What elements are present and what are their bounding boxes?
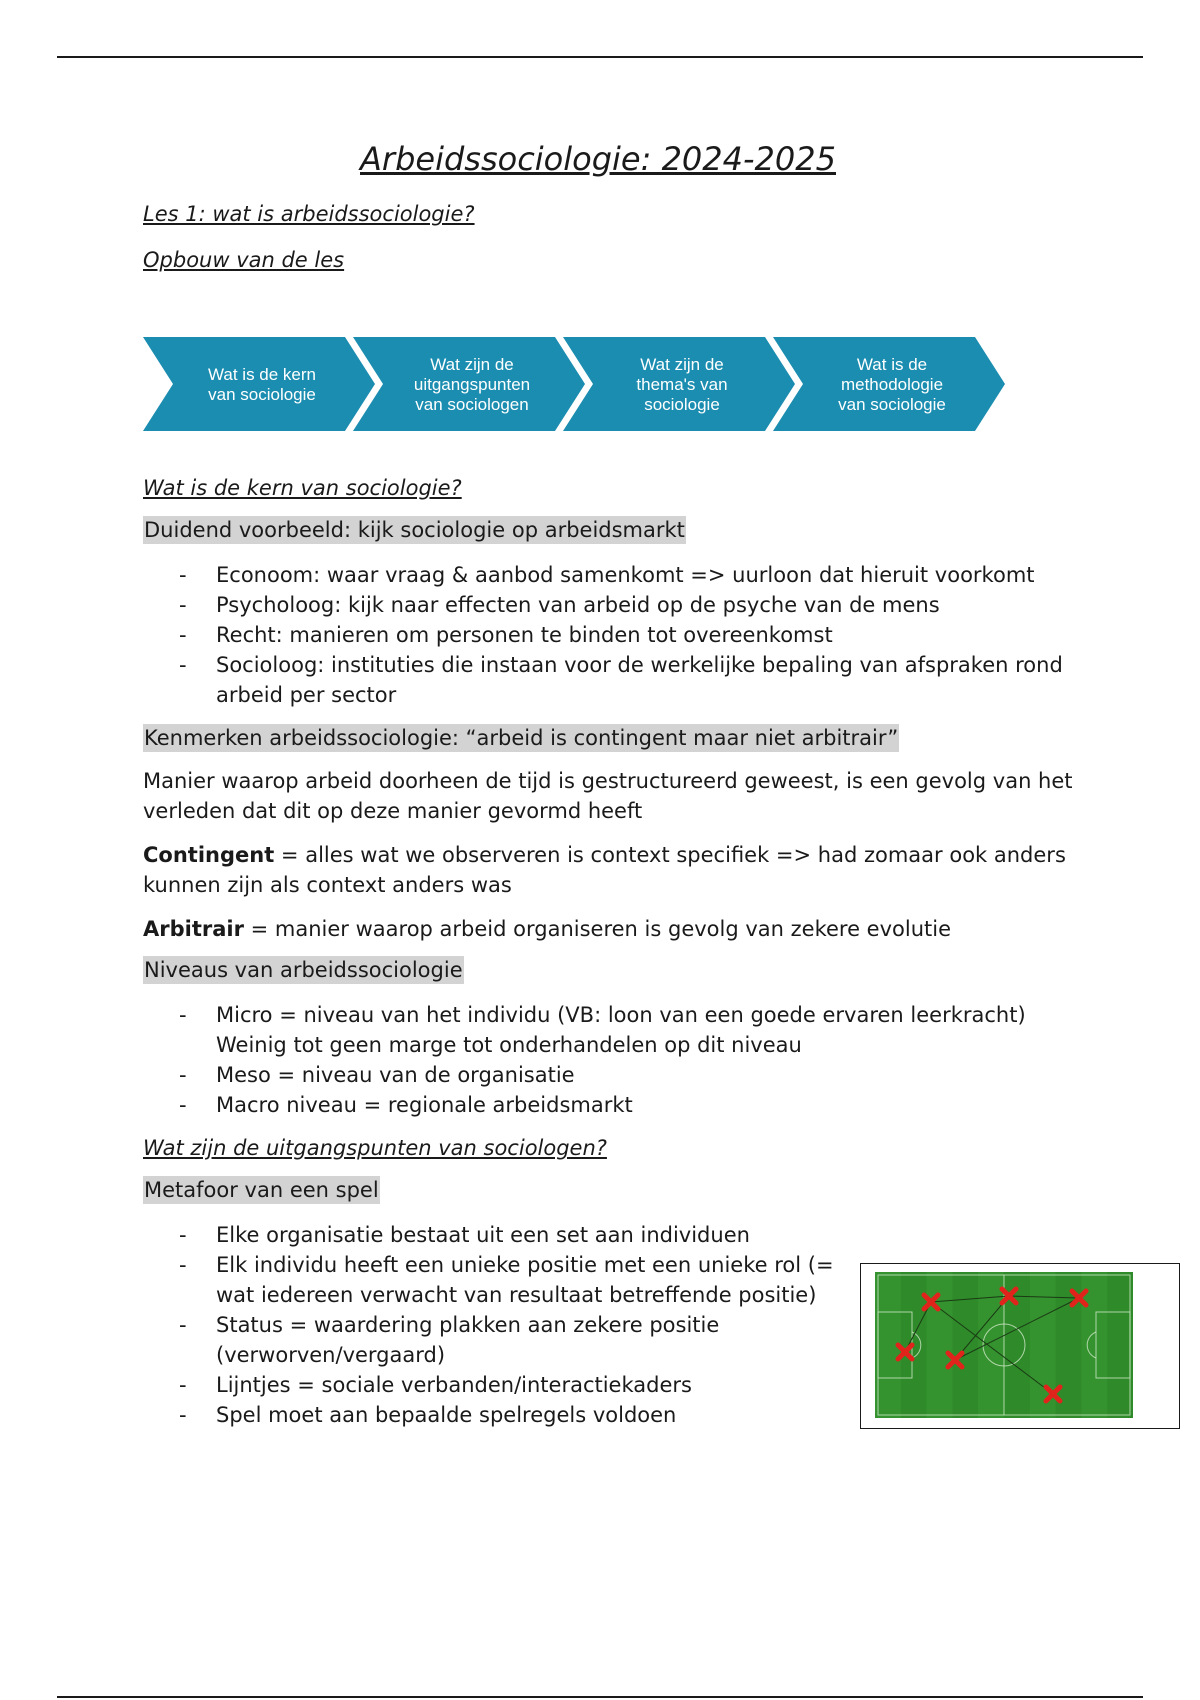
arbitrair-definition xyxy=(143,914,1083,944)
process-step-label: Wat is de kern xyxy=(207,365,317,384)
bottom-rule xyxy=(57,1696,1143,1698)
list-item: - Psycholoog: kijk naar effecten van arbeid op de psyche van de mens xyxy=(143,590,1083,620)
examples-list xyxy=(143,560,1083,710)
document-body xyxy=(143,138,1083,1430)
section-uitgangspunten-heading: Wat zijn de uitgangspunten van sociologen? xyxy=(143,1136,607,1160)
metaphor-list xyxy=(143,1220,843,1430)
process-step-label: sociologie xyxy=(644,395,720,414)
list-item: - Status = waardering plakken aan zekere positie (verworven/vergaard) xyxy=(143,1310,843,1370)
example-heading: Duidend voorbeeld: kijk sociologie op arbeidsmarkt xyxy=(144,518,685,542)
micro-note: Weinig tot geen marge tot onderhandelen op dit niveau xyxy=(216,1033,802,1057)
structure-heading: Opbouw van de les xyxy=(143,248,345,272)
list-item xyxy=(143,1000,1083,1060)
niveaus-heading: Niveaus van arbeidssociologie xyxy=(144,958,463,982)
process-step-label: van sociologie xyxy=(838,395,946,414)
list-item: - Recht: manieren om personen te binden tot overeenkomst xyxy=(143,620,1083,650)
contingent-term: Contingent xyxy=(143,843,275,867)
process-step-label: Wat is de xyxy=(856,355,928,374)
process-step-label: van sociologie xyxy=(208,385,316,404)
kenmerken-text: Manier waarop arbeid doorheen de tijd is gestructureerd geweest, is een gevolg van het verleden dat dit op deze manier gevormd heeft xyxy=(143,769,1073,823)
niveaus-list xyxy=(143,1000,1083,1120)
lesson-structure-diagram xyxy=(143,334,1043,434)
lesson-heading: Les 1: wat is arbeidssociologie? xyxy=(143,202,475,226)
list-item: - Elke organisatie bestaat uit een set aan individuen xyxy=(143,1220,843,1250)
top-rule xyxy=(57,56,1143,58)
process-step-label: thema's van xyxy=(636,375,728,394)
list-item: - Socioloog: instituties die instaan voor de werkelijke bepaling van afspraken rond arbeid per sector xyxy=(143,650,1083,710)
football-pitch-image xyxy=(860,1263,1180,1429)
process-step-2 xyxy=(353,337,585,431)
list-item: - Meso = niveau van de organisatie xyxy=(143,1060,1083,1090)
arbitrair-def: = manier waarop arbeid organiseren is gevolg van zekere evolutie xyxy=(243,917,952,941)
chevron-shape xyxy=(143,337,375,431)
metaphor-heading: Metafoor van een spel xyxy=(144,1178,379,1202)
contingent-definition xyxy=(143,840,1083,900)
list-item: - Econoom: waar vraag & aanbod samenkomt => uurloon dat hieruit voorkomt xyxy=(143,560,1083,590)
list-item: - Lijntjes = sociale verbanden/interactiekaders xyxy=(143,1370,843,1400)
arbitrair-term: Arbitrair xyxy=(143,917,244,941)
micro-text: Micro = niveau van het individu (VB: loon van een goede ervaren leerkracht) xyxy=(216,1003,1026,1027)
pitch-stripe xyxy=(978,1272,1004,1418)
list-item: - Macro niveau = regionale arbeidsmarkt xyxy=(143,1090,1083,1120)
contingent-def: = alles wat we observeren is context specifiek => had zomaar ook anders kunnen zijn als context anders was xyxy=(143,843,1066,897)
process-step-4 xyxy=(773,337,1005,431)
process-step-label: Wat zijn de xyxy=(640,355,724,374)
process-step-3 xyxy=(563,337,795,431)
kenmerken-heading: Kenmerken arbeidssociologie: “arbeid is contingent maar niet arbitrair” xyxy=(144,726,899,750)
process-step-label: Wat zijn de xyxy=(430,355,514,374)
process-step-label: methodologie xyxy=(840,375,944,394)
process-step-1 xyxy=(143,337,375,431)
process-step-label: van sociologen xyxy=(415,395,529,414)
page-title: Arbeidssociologie: 2024-2025 xyxy=(360,140,836,178)
process-step-label: uitgangspunten xyxy=(413,375,531,394)
list-item: - Elk individu heeft een unieke positie met een unieke rol (= wat iedereen verwacht van resultaat betreffende positie) xyxy=(143,1250,843,1310)
list-item: - Spel moet aan bepaalde spelregels voldoen xyxy=(143,1400,843,1430)
section-kern-heading: Wat is de kern van sociologie? xyxy=(143,476,462,500)
